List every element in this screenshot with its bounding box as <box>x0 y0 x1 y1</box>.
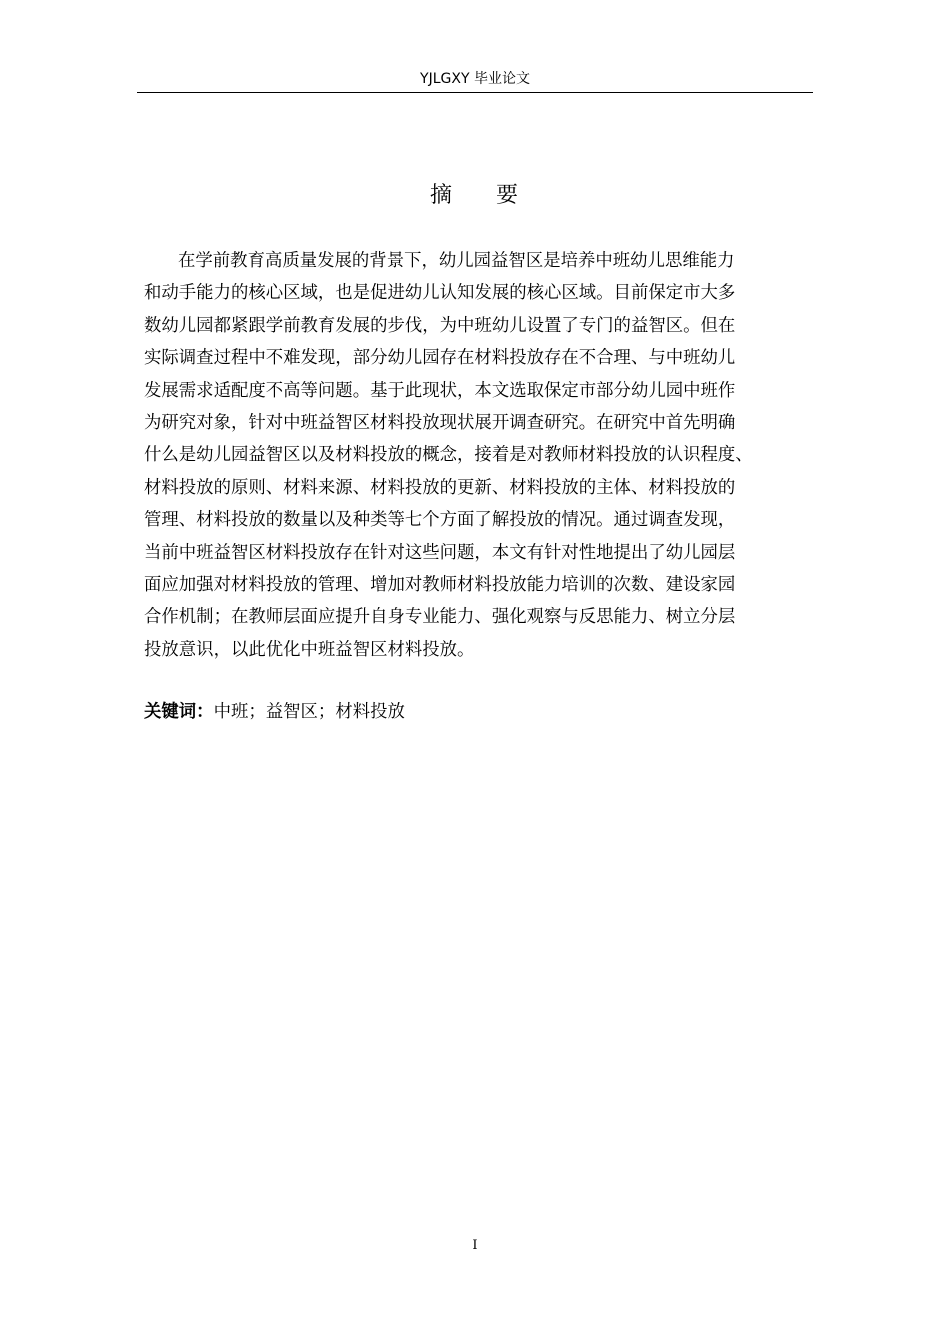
keywords-value: 中班；益智区；材料投放 <box>213 702 405 722</box>
abstract-line: 当前中班益智区材料投放存在针对这些问题，本文有针对性地提出了幼儿园层 <box>144 542 736 563</box>
abstract-line: 投放意识，以此优化中班益智区材料投放。 <box>144 639 475 660</box>
abstract-line: 什么是幼儿园益智区以及材料投放的概念，接着是对教师材料投放的认识程度、 <box>144 445 753 466</box>
abstract-line: 发展需求适配度不高等问题。基于此现状，本文选取保定市部分幼儿园中班作 <box>144 380 736 401</box>
abstract-line: 实际调查过程中不难发现，部分幼儿园存在材料投放存在不合理、与中班幼儿 <box>144 348 736 369</box>
keywords-line <box>144 697 405 727</box>
title-char-1: 摘 <box>429 183 454 208</box>
abstract-line: 为研究对象，针对中班益智区材料投放现状展开调查研究。在研究中首先明确 <box>144 412 736 433</box>
page-number: I <box>472 1238 478 1253</box>
title-char-2: 要 <box>496 183 521 208</box>
abstract-line: 在学前教育高质量发展的背景下，幼儿园益智区是培养中班幼儿思维能力 <box>178 251 735 271</box>
abstract-line: 数幼儿园都紧跟学前教育发展的步伐，为中班幼儿设置了专门的益智区。但在 <box>144 315 736 336</box>
abstract-line: 材料投放的原则、材料来源、材料投放的更新、材料投放的主体、材料投放的 <box>144 477 736 498</box>
abstract-line: 合作机制；在教师层面应提升自身专业能力、强化观察与反思能力、树立分层 <box>144 607 736 628</box>
abstract-title <box>0 180 950 212</box>
running-header: YJLGXY 毕业论文 <box>420 71 530 87</box>
keywords-label: 关键词： <box>144 702 214 722</box>
abstract-line: 和动手能力的核心区域，也是促进幼儿认知发展的核心区域。目前保定市大多 <box>144 283 736 304</box>
abstract-body <box>144 245 820 666</box>
abstract-line: 面应加强对材料投放的管理、增加对教师材料投放能力培训的次数、建设家园 <box>144 574 736 595</box>
abstract-line: 管理、材料投放的数量以及种类等七个方面了解投放的情况。通过调查发现， <box>144 510 736 531</box>
header-divider <box>137 92 813 93</box>
